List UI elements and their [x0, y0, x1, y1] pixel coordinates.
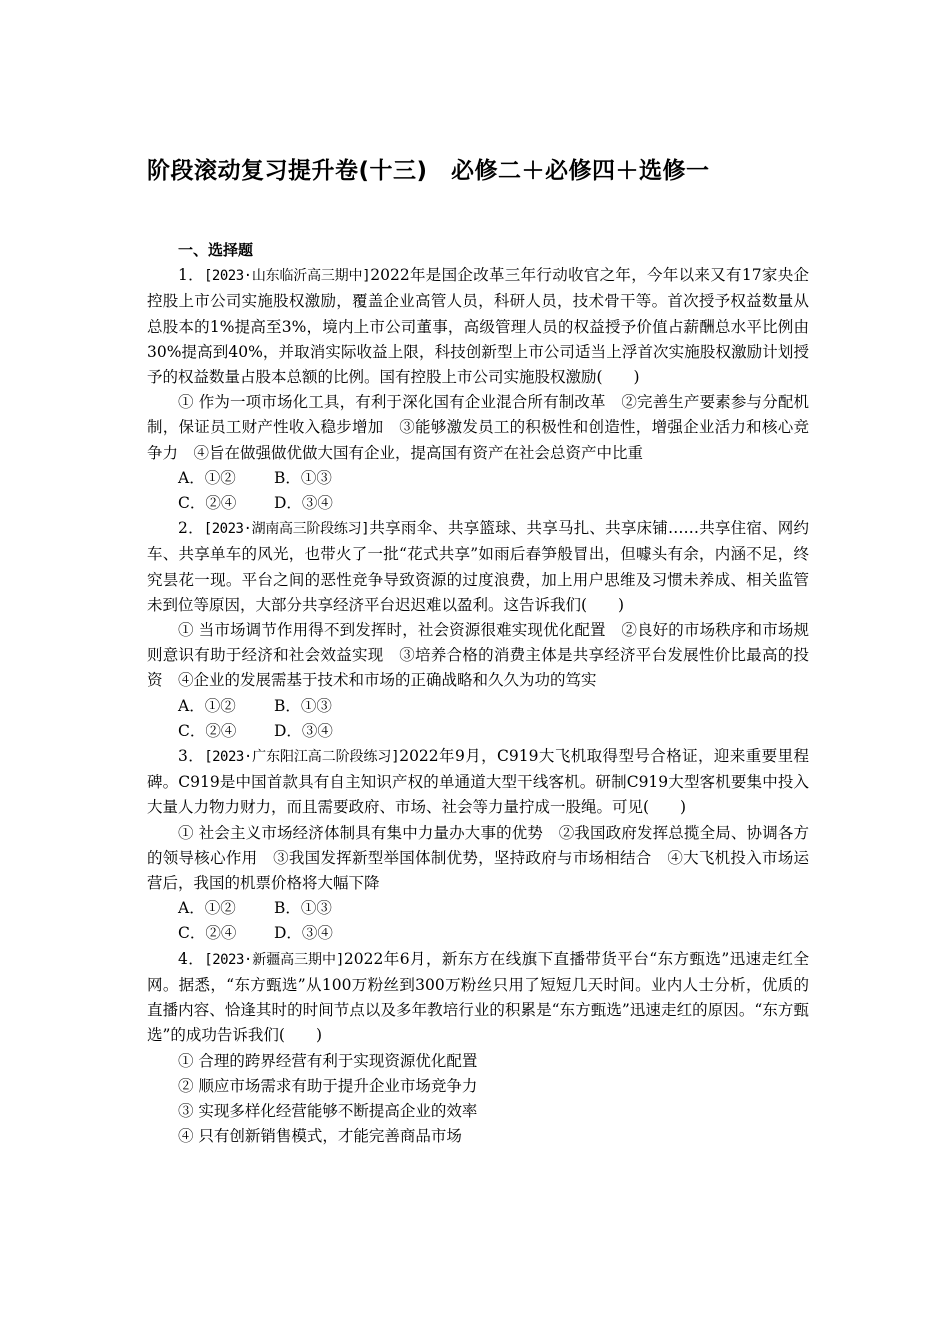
question-source: [2023·山东临沂高三期中]: [203, 268, 371, 285]
options-row: [147, 921, 809, 946]
question-1: [147, 263, 809, 516]
statement-item: ① 合理的跨界经营有利于实现资源优化配置: [178, 1051, 478, 1070]
option-d: D．③④: [274, 494, 333, 513]
question-list: [147, 238, 809, 1149]
option-d: D．③④: [274, 721, 333, 740]
question-source: [2023·广东阳江高二阶段练习]: [204, 749, 400, 766]
question-number: 4．: [178, 949, 205, 968]
question-stem: [147, 516, 809, 618]
question-number: 2．: [178, 519, 204, 538]
option-a: A．①②: [178, 696, 236, 715]
options-row: [147, 491, 809, 516]
question-3: [147, 744, 809, 947]
option-c: C．②④: [178, 494, 237, 513]
options-row: [147, 896, 809, 921]
option-c: C．②④: [178, 924, 237, 943]
question-number: 1．: [178, 266, 204, 285]
question-stem: [147, 947, 809, 1049]
question-stem: [147, 744, 809, 821]
statement-item: ③ 实现多样化经营能够不断提高企业的效率: [178, 1101, 478, 1120]
question-stem: [147, 263, 809, 390]
option-a: A．①②: [178, 468, 236, 487]
options-row: [147, 719, 809, 744]
option-c: C．②④: [178, 721, 237, 740]
page-title: 阶段滚动复习提升卷(十三) 必修二＋必修四＋选修一: [147, 158, 710, 184]
section-heading: 一、选择题: [178, 241, 254, 259]
question-source: [2023·新疆高三期中]: [204, 951, 344, 968]
question-statements: ① 社会主义市场经济体制具有集中力量办大事的优势 ②我国政府发挥总揽全局、协调各方的领导核心作用 ③我国发挥新型举国体制优势，坚持政府与市场相结合 ④大飞机投入市场运营后，我国的机票价格将大幅下降: [147, 823, 809, 893]
question-number: 3．: [178, 747, 205, 766]
option-b: B．①③: [274, 696, 332, 715]
statement-item: ④ 只有创新销售模式，才能完善商品市场: [178, 1127, 462, 1146]
options-row: [147, 466, 809, 491]
options-row: [147, 694, 809, 719]
option-d: D．③④: [274, 924, 333, 943]
question-2: [147, 516, 809, 744]
question-text: 2022年是国企改革三年行动收官之年，今年以来又有17家央企控股上市公司实施股权激励，覆盖企业高管人员，科研人员，技术骨干等。首次授予权益数量从总股本的1%提高至3%，境内上市公司董事，高级管理人员的权益授予价值占薪酬总水平比例由30%提高到40%，并取消实际收益上限，科技创新型上市公司适当上浮首次实施股权激励计划授予的权益数量占股本总额的比例。国有控股上市公司实施股权激励( ): [147, 266, 810, 387]
question-statements: ① 当市场调节作用得不到发挥时，社会资源很难实现优化配置 ②良好的市场秩序和市场规则意识有助于经济和社会效益实现 ③培养合格的消费主体是共享经济平台发展性价比最高的投资 ④企业的发展需基于技术和市场的正确战略和久久为功的笃实: [147, 621, 809, 690]
option-a: A．①②: [178, 899, 236, 918]
question-text: 2022年6月，新东方在线旗下直播带货平台“东方甄选”迅速走红全网。据悉，“东方甄选”从100万粉丝到300万粉丝只用了短短几天时间。业内人士分析，优质的直播内容、恰逢其时的时间节点以及多年教培行业的积累是“东方甄选”迅速走红的原因。“东方甄选”的成功告诉我们( ): [147, 949, 809, 1045]
option-b: B．①③: [274, 899, 332, 918]
statement-item: ② 顺应市场需求有助于提升企业市场竞争力: [178, 1076, 478, 1095]
question-text: 2022年9月，C919大飞机取得型号合格证，迎来重要里程碑。C919是中国首款具有自主知识产权的单通道大型干线客机。研制C919大型客机要集中投入大量人力物力财力，而且需要政府、市场、社会等力量拧成一股绳。可见( ): [147, 747, 809, 817]
question-source: [2023·湖南高三阶段练习]: [203, 521, 370, 538]
question-statements: ① 作为一项市场化工具，有利于深化国有企业混合所有制改革 ②完善生产要素参与分配机制，保证员工财产性收入稳步增加 ③能够激发员工的积极性和创造性，增强企业活力和核心竞争力 ④旨在做强做优做大国有企业，提高国有资产在社会总资产中比重: [147, 393, 809, 462]
question-4: [147, 947, 809, 1150]
question-text: 共享雨伞、共享篮球、共享马扎、共享床铺……共享住宿、网约车、共享单车的风光，也带火了一批“花式共享”如雨后春笋般冒出，但噱头有余，内涵不足，终究昙花一现。平台之间的恶性竞争导致资源的过度浪费，加上用户思维及习惯未养成、相关监管未到位等原因，大部分共享经济平台迟迟难以盈利。这告诉我们( ): [147, 519, 809, 614]
option-b: B．①③: [274, 468, 332, 487]
